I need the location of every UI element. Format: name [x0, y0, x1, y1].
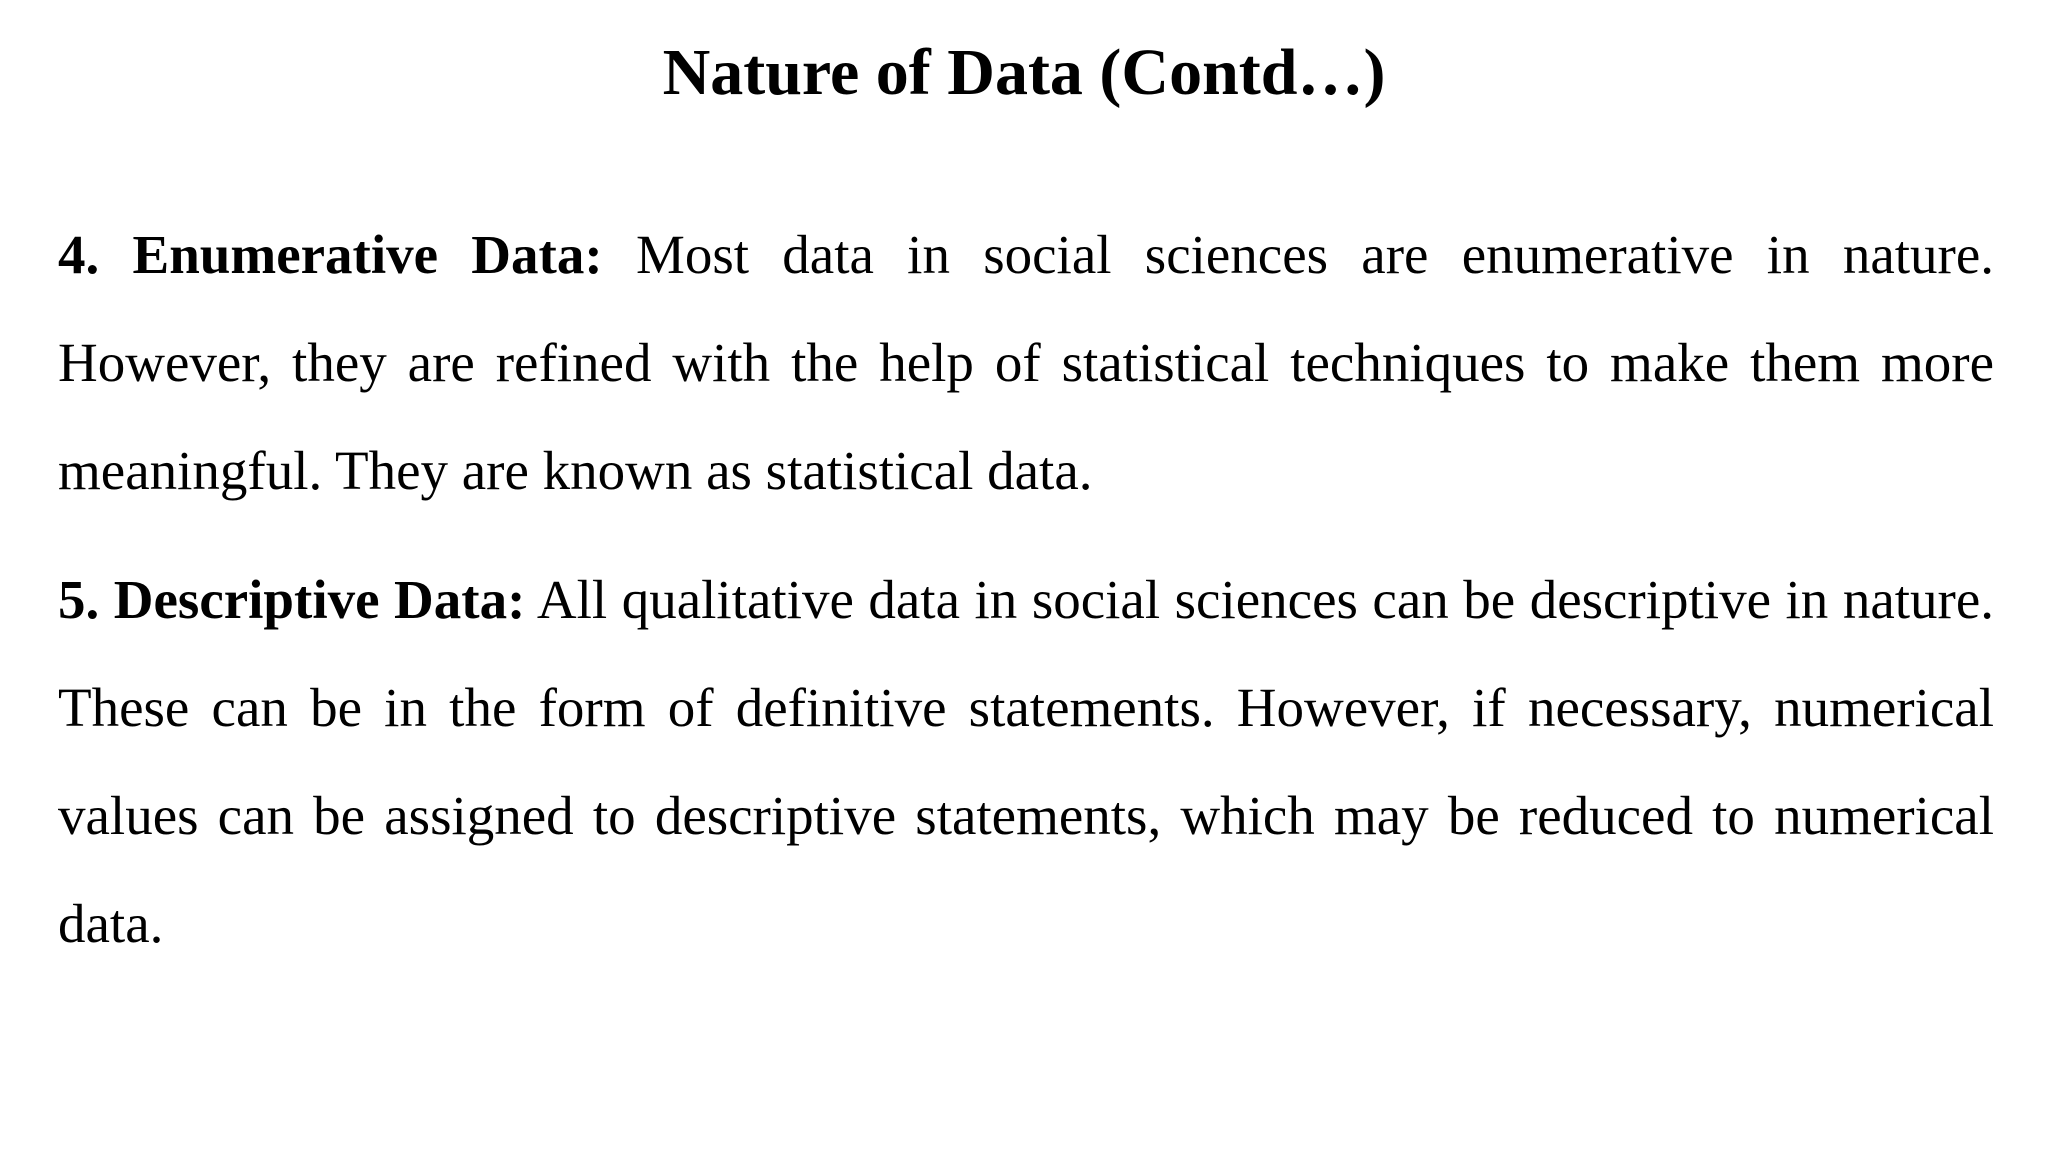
point-descriptive-data: [58, 546, 1994, 978]
point-term: 4. Enumerative Data:: [58, 224, 603, 285]
point-enumerative-data: [58, 201, 1994, 525]
point-term: 5. Descriptive Data:: [58, 569, 526, 630]
slide-body: [58, 201, 1994, 978]
point-text: Most data in social sciences are enumerative in nature. However, they are refined with the help of statistical techniques to make them more meaningful. They are known as statistical data.: [58, 224, 1995, 501]
point-text: All qualitative data in social sciences can be descriptive in nature. These can be in the form of definitive statements. However, if necessary, numerical values can be assigned to descriptive statements, which may be reduced to numerical data.: [58, 569, 1995, 954]
slide-title: Nature of Data (Contd…): [662, 36, 1386, 109]
